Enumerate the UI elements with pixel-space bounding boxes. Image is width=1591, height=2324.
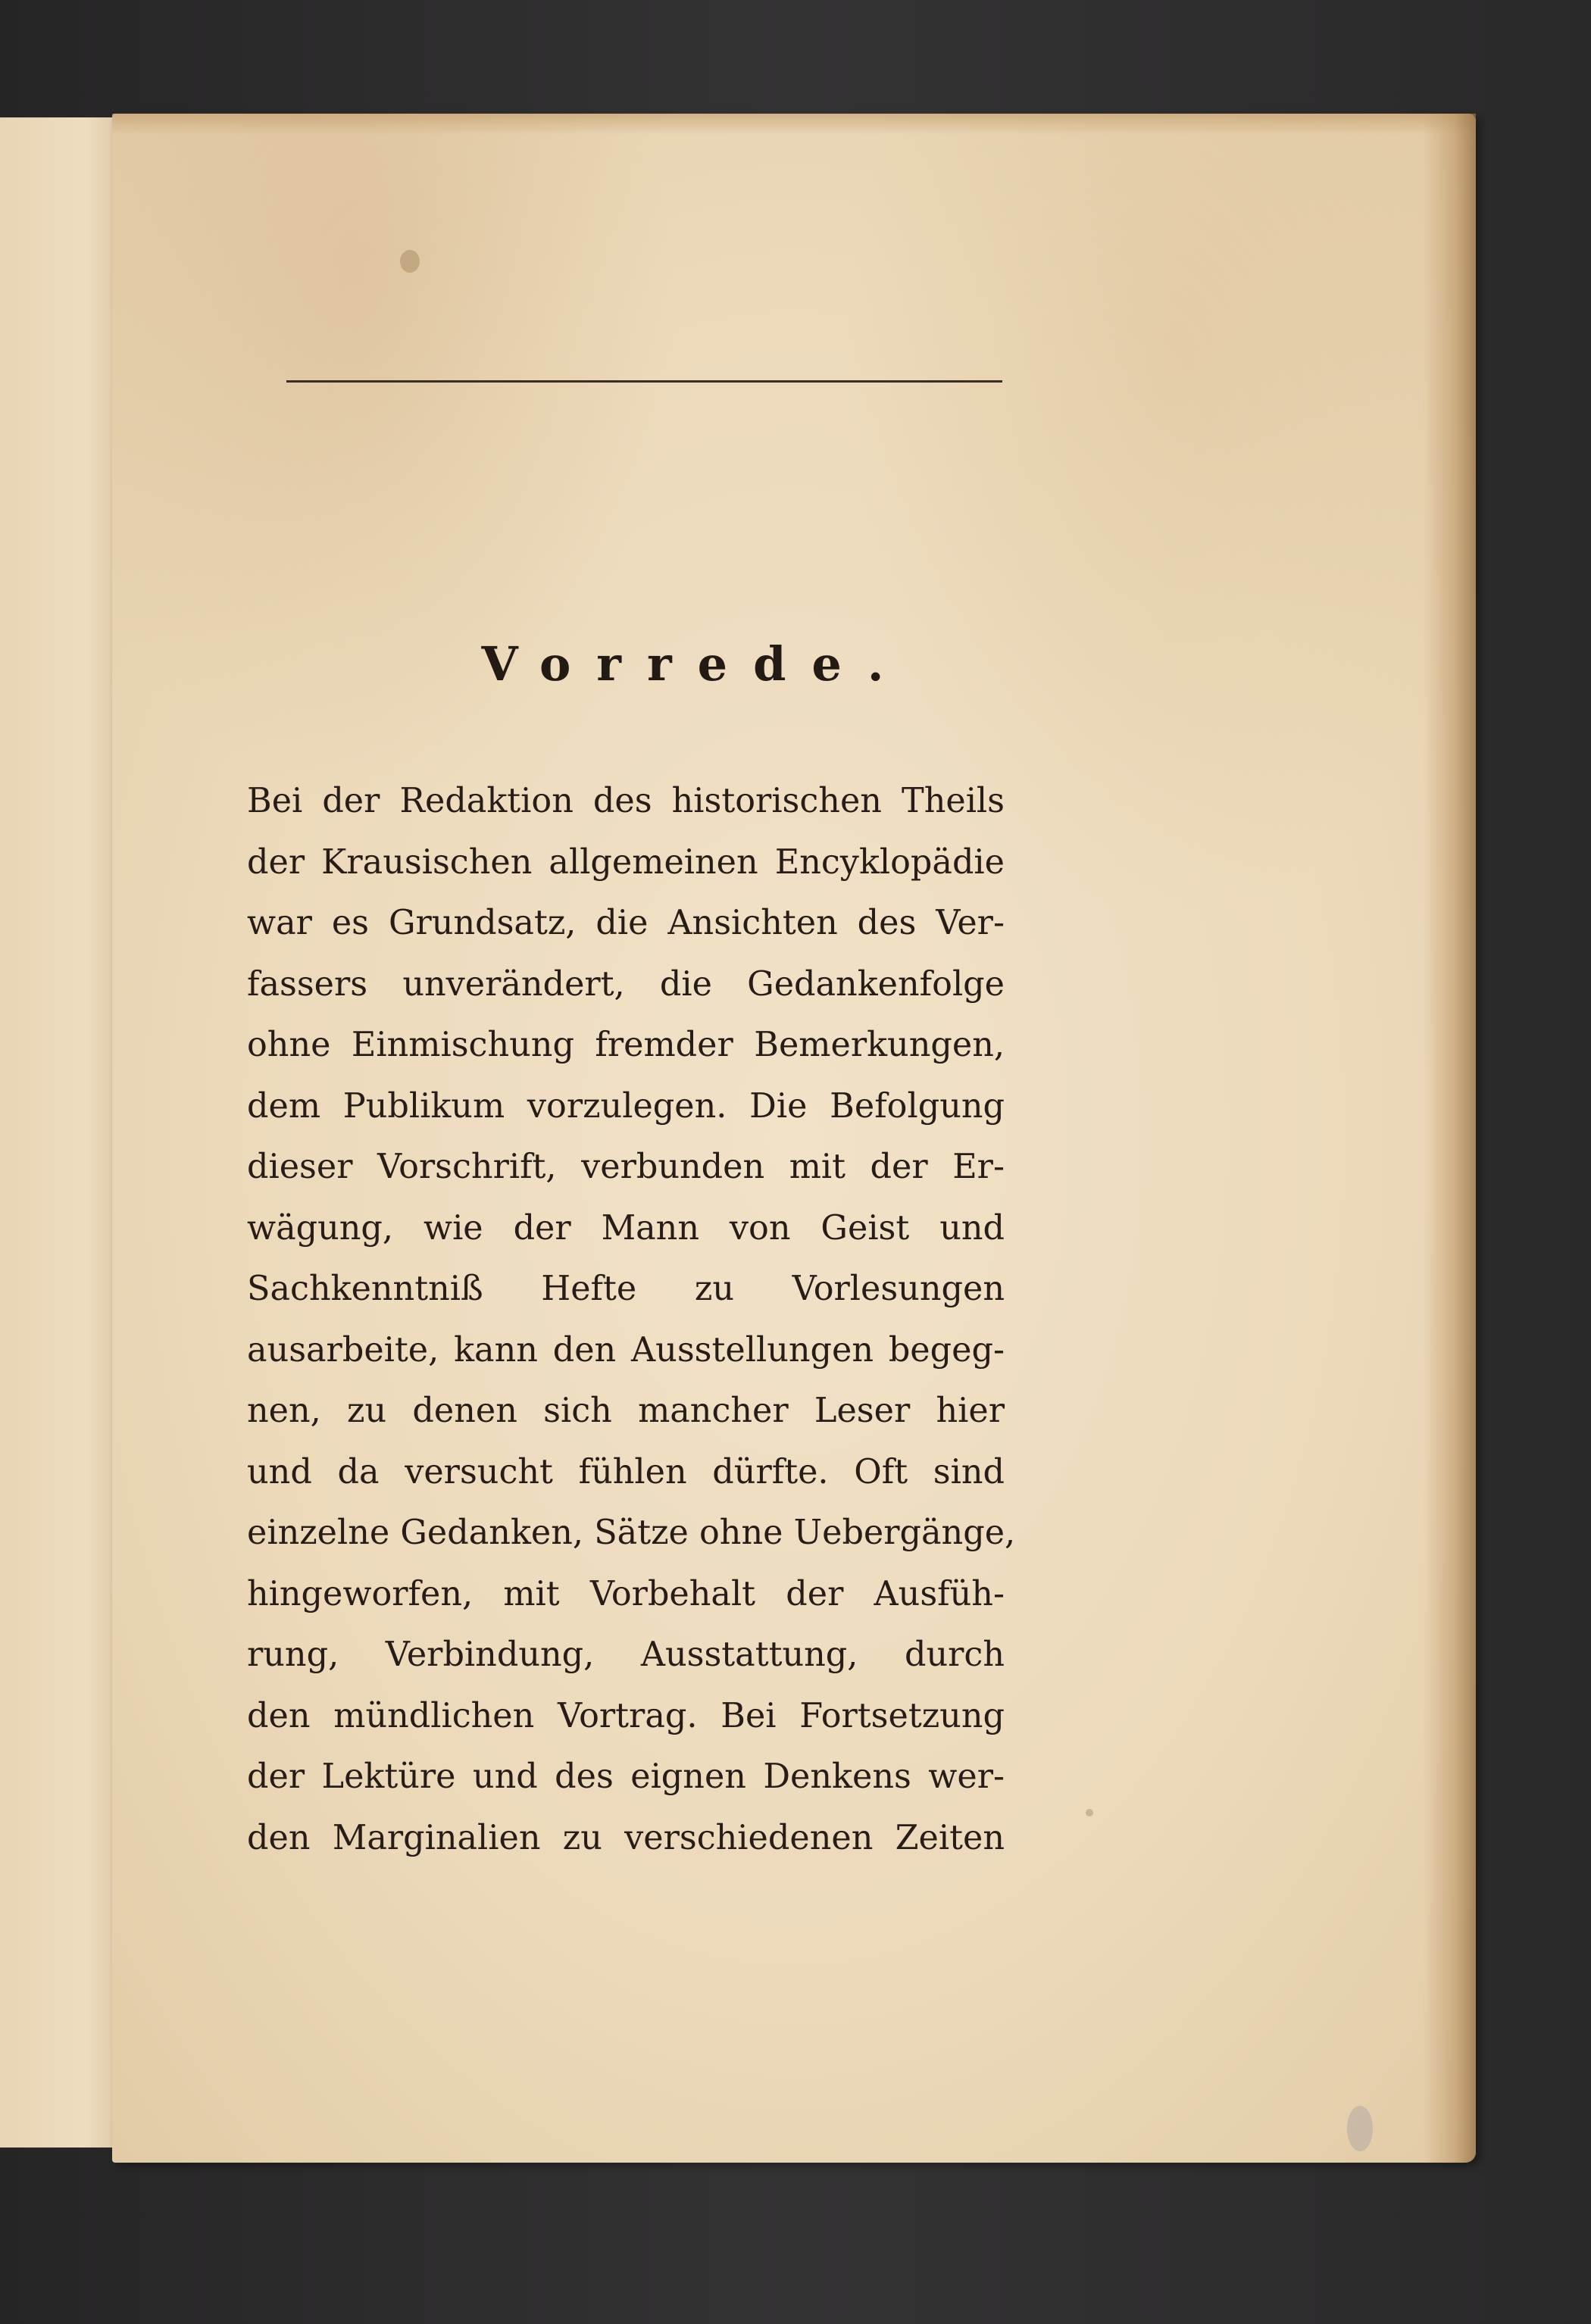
text-line: Sachkenntniß Hefte zu Vorlesungen bbox=[247, 1270, 1005, 1308]
text-line: fassers unverändert, die Gedankenfolge bbox=[247, 964, 1005, 1004]
text-line: einzelne Gedanken, Sätze ohne Uebergänge, bbox=[247, 1513, 1016, 1552]
text-line: wägung, wie der Mann von Geist und bbox=[247, 1208, 1005, 1248]
text-line: dem Publikum vorzulegen. Die Befolgung bbox=[247, 1086, 1005, 1126]
text-line: nen, zu denen sich mancher Leser hier bbox=[247, 1392, 1005, 1430]
page-top-edge bbox=[112, 114, 1476, 135]
text-line: ausarbeite, kann den Ausstellungen begeg- bbox=[247, 1330, 1005, 1370]
body-text bbox=[247, 771, 1016, 1869]
text-line: der Krausischen allgemeinen Encyklopädie bbox=[247, 842, 1005, 882]
text-line: hingeworfen, mit Vorbehalt der Ausfüh- bbox=[247, 1574, 1005, 1613]
text-line: den Marginalien zu verschiedenen Zeiten bbox=[247, 1818, 1005, 1857]
foxing-spot bbox=[400, 250, 420, 273]
foxing-spot bbox=[1347, 2106, 1373, 2151]
text-line: ohne Einmischung fremder Bemerkungen, bbox=[247, 1026, 1005, 1064]
page-heading: Vorrede. bbox=[481, 636, 910, 692]
book-page bbox=[112, 114, 1476, 2163]
page-fore-edge bbox=[1423, 114, 1476, 2163]
text-line: dieser Vorschrift, verbunden mit der Er- bbox=[247, 1148, 1005, 1186]
foxing-spot bbox=[1086, 1809, 1093, 1816]
text-line: und da versucht fühlen dürfte. Oft sind bbox=[247, 1452, 1005, 1492]
text-line: der Lektüre und des eignen Denkens wer- bbox=[247, 1757, 1005, 1796]
header-rule bbox=[286, 380, 1002, 383]
text-line: rung, Verbindung, Ausstattung, durch bbox=[247, 1635, 1005, 1674]
text-line: den mündlichen Vortrag. Bei Fortsetzung bbox=[247, 1696, 1005, 1735]
text-line: war es Grundsatz, die Ansichten des Ver- bbox=[247, 904, 1005, 942]
text-line: Bei der Redaktion des historischen Theils bbox=[247, 782, 1005, 820]
